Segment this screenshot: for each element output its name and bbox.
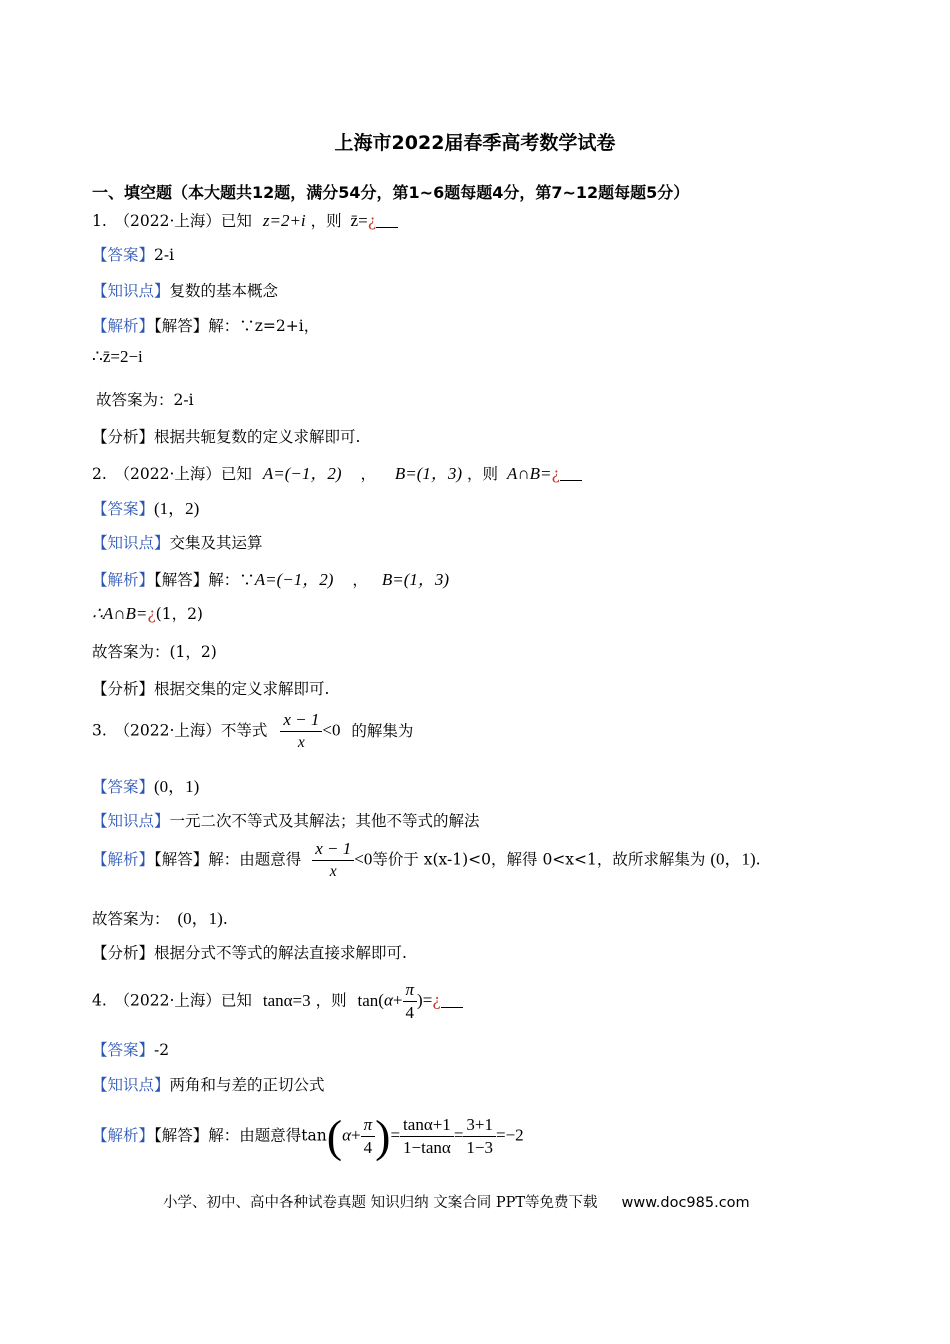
fraction: $\frac{\tan\alpha+1}{1-\tan\alpha}$ [400, 1114, 454, 1159]
q1-step: ∴z̄=2−i [92, 347, 143, 366]
page-title: 上海市2022届春季高考数学试卷 [334, 132, 616, 154]
q3-answer: 【答案】(0，1) [92, 777, 200, 796]
answer-blank [376, 226, 398, 228]
q3-stem: 3. （2022·上海）不等式 $\frac{x - 1}{x}$ <0 的解集为 [92, 709, 413, 754]
q2-summary: 【分析】根据交集的定义求解即可. [92, 680, 330, 698]
q4-answer: 【答案】-2 [92, 1041, 170, 1059]
q1-stem: 1. （2022·上海）已知 z=2+i ，则 z̄=¿ [92, 209, 398, 231]
q4-knowledge: 【知识点】两角和与差的正切公式 [92, 1076, 325, 1094]
q1-answer: 【答案】2-i [92, 246, 175, 264]
answer-blank [560, 479, 582, 481]
q2-step: ∴A∩B=¿(1，2) [92, 604, 203, 623]
q3-analysis: 【解析】【解答】解：由题意得 $\frac{x - 1}{x}$ <0等价于 x(x-1)<0，解得 0<x<1，故所求解集为 (0，1). [92, 838, 761, 883]
q3-knowledge: 【知识点】一元二次不等式及其解法；其他不等式的解法 [92, 812, 480, 830]
page-footer: 小学、初中、高中各种试卷真题 知识归纳 文案合同 PPT等免费下载 www.doc985.com [163, 1195, 750, 1211]
footer-site-link[interactable]: www.doc985.com [621, 1195, 750, 1211]
q3-summary: 【分析】根据分式不等式的解法直接求解即可. [92, 944, 407, 962]
q2-stem: 2. （2022·上海）已知 A=(−1，2) ， B=(1，3) ，则 A∩B=¿ [92, 459, 582, 484]
q3-result: 故答案为： (0，1). [92, 909, 228, 928]
fraction: $\frac{\pi}{4}$ [361, 1114, 376, 1159]
q2-result: 故答案为：(1，2) [92, 643, 217, 661]
q4-stem: 4. （2022·上海）已知 tanα=3 ，则 tan(α+ $\frac{\pi}{4}$ )=¿ [92, 979, 463, 1024]
q1-knowledge: 【知识点】复数的基本概念 [92, 282, 279, 300]
fraction: $\frac{3+1}{1-3}$ [463, 1114, 496, 1159]
q1-result: 故答案为：2-i [96, 391, 194, 409]
answer-blank [441, 1006, 463, 1008]
fraction: $\frac{\pi}{4}$ [403, 979, 418, 1024]
q2-analysis: 【解析】【解答】解：∵A=(−1，2) ， B=(1，3) [92, 570, 450, 589]
q4-analysis: 【解析】【解答】解：由题意得tan(α+ $\frac{\pi}{4}$ )= $\frac{\tan\alpha+1}{1-\tan\alpha}$ = $\frac{3+1}{1-3}$ =−2 [92, 1110, 524, 1162]
fraction: $\frac{x - 1}{x}$ [280, 709, 322, 754]
q2-knowledge: 【知识点】交集及其运算 [92, 534, 263, 552]
q2-answer: 【答案】(1，2) [92, 499, 200, 518]
q1-analysis: 【解析】【解答】解：∵z=2+i， [92, 317, 320, 335]
q1-summary: 【分析】根据共轭复数的定义求解即可. [92, 428, 361, 446]
fraction: $\frac{x - 1}{x}$ [312, 838, 354, 883]
section-heading: 一、填空题（本大题共12题，满分54分，第1~6题每题4分，第7~12题每题5分） [92, 183, 690, 202]
